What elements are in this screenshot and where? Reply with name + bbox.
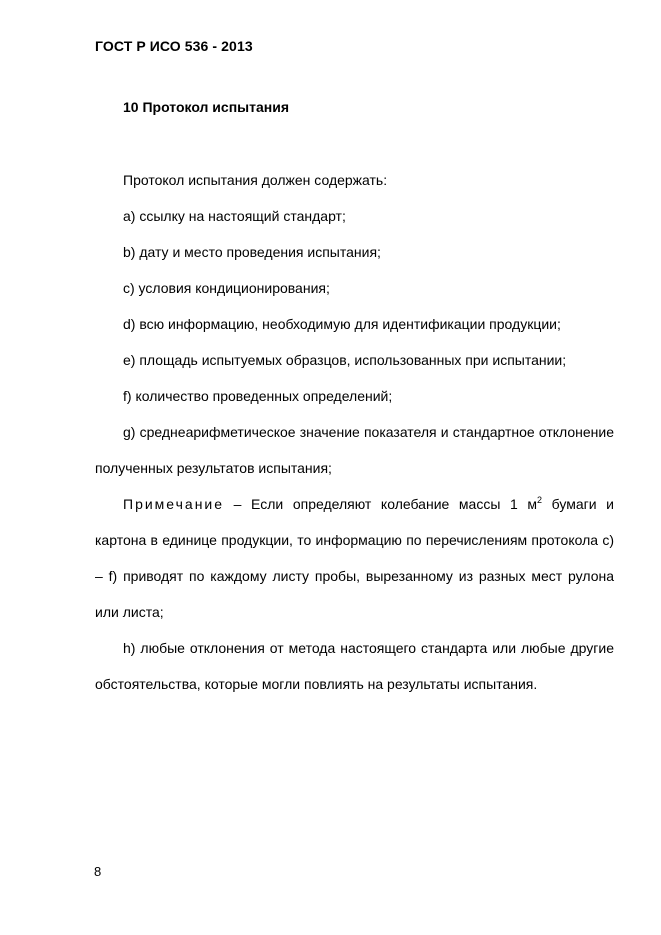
note-superscript: 2	[537, 495, 543, 505]
section-title: 10 Протокол испытания	[123, 99, 289, 115]
list-item-c: с) условия кондиционирования;	[123, 280, 330, 296]
list-item-f: f) количество проведенных определений;	[123, 388, 393, 404]
list-item-e: е) площадь испытуемых образцов, использованных при испытании;	[123, 352, 567, 368]
list-item-h: h) любые отклонения от метода настоящего стандарта или любые другие обстоятельства, которые могли повлиять на результаты испытания.	[95, 640, 614, 692]
page-number: 8	[94, 864, 102, 879]
intro-paragraph: Протокол испытания должен содержать:	[123, 172, 388, 188]
note-text-part-2: бумаги и картона в единице продукции, то информацию по перечислениям протокола с) – f) приводят по каждому листу пробы, вырезанному из разных мест рулона или листа;	[95, 496, 614, 620]
note-text-part-1: – Если определяют колебание массы 1 м	[224, 496, 538, 512]
list-item-b: b) дату и место проведения испытания;	[123, 244, 381, 260]
note-label: Примечание	[123, 496, 225, 512]
list-item-d: d) всю информацию, необходимую для идентификации продукции;	[123, 316, 561, 332]
list-item-g: g) среднеарифметическое значение показателя и стандартное отклонение полученных результатов испытания;	[95, 424, 614, 476]
note-paragraph	[95, 486, 614, 630]
section-body	[95, 162, 614, 702]
document-header: ГОСТ Р ИСО 536 - 2013	[95, 38, 253, 54]
list-item-a: а) ссылку на настоящий стандарт;	[123, 208, 346, 224]
